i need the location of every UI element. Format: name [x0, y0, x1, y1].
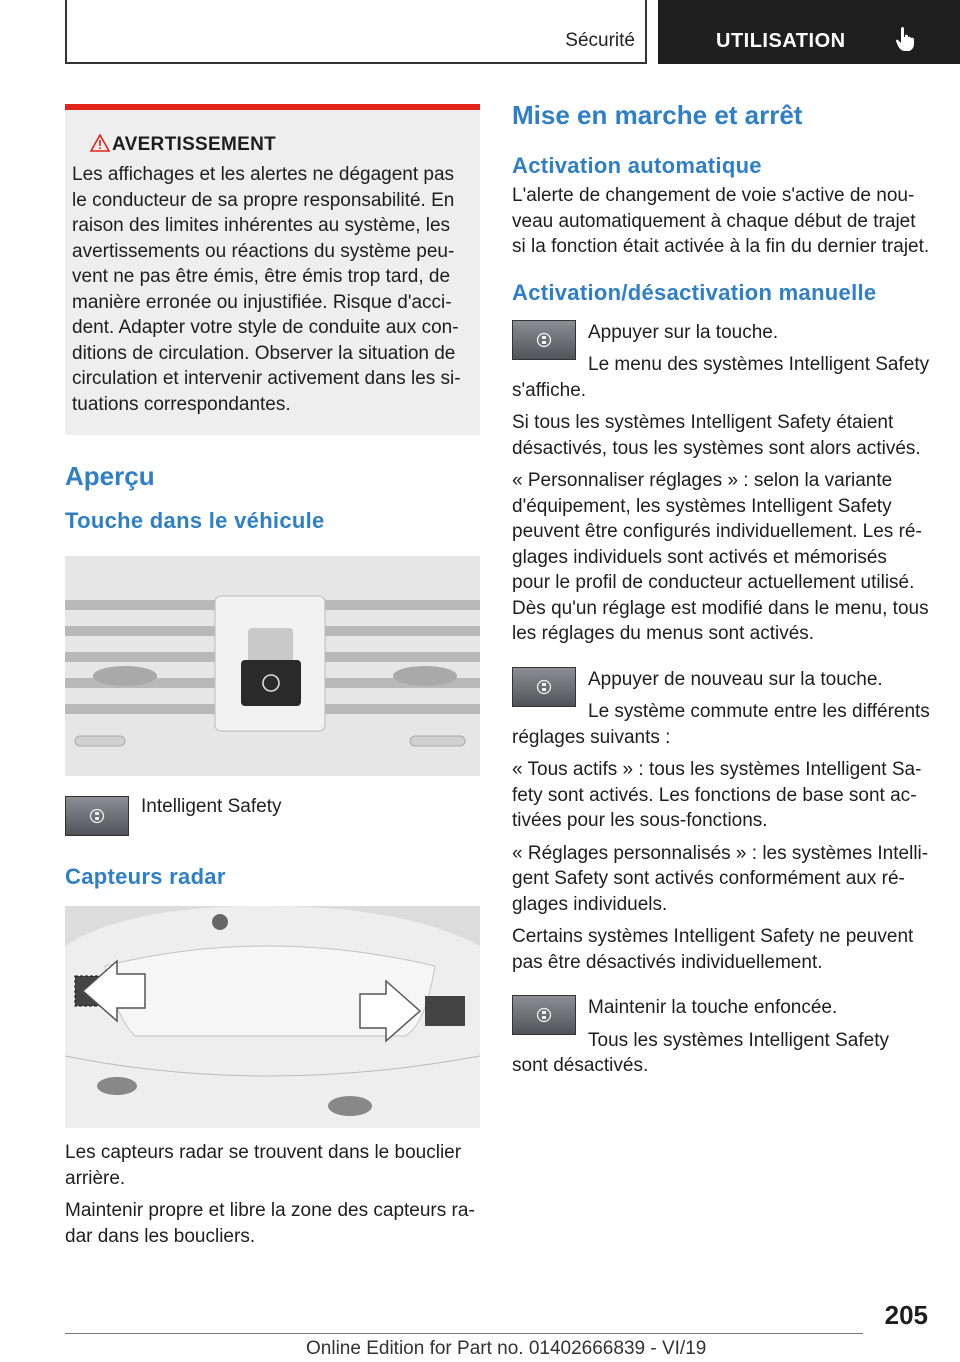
left-column [65, 104, 480, 1256]
warning-title-row [72, 134, 470, 156]
intelligent-safety-icon [89, 808, 105, 824]
step-1 [512, 320, 930, 404]
step-1-line-1: Appuyer sur la touche. [588, 321, 779, 343]
paragraph-2: Si tous les systèmes Intelligent Safety étaient désactivés, tous les systèmes sont alors activés. [512, 412, 921, 459]
radar-paragraph-2: Maintenir propre et libre la zone des capteurs radar dans les boucliers. [65, 1200, 475, 1247]
right-column [512, 100, 930, 1086]
intelligent-safety-icon [536, 679, 552, 695]
footer-divider [65, 1333, 863, 1334]
button-legend-label: Intelligent Safety [141, 796, 282, 817]
heading-mise-en-marche: Mise en marche et arrêt [512, 100, 803, 130]
header-chapter [658, 0, 960, 64]
step-3-line-1: Maintenir la touche enfoncée. [588, 997, 838, 1018]
warning-text: Les affichages et les alertes ne dégagent pas le conducteur de sa propre responsabilité. En raison des limites inhérentes au système, les avertissements ou réactions du système peuvent ne pas être émis, être émis trop tard, de manière erronée ou injustifiée. Risque d'accident. Adapter votre style de conduite aux conditions de circulation. Observer la situation de circulation et intervenir activement dans les situations correspondantes. [72, 164, 461, 415]
radar-paragraph-1: Les capteurs radar se trouvent dans le bouclier arrière. [65, 1142, 462, 1189]
button-legend-row [65, 796, 480, 840]
heading-activation-manuelle: Activation/désactivation manuelle [512, 279, 877, 305]
car-rear-illustration [65, 906, 480, 1128]
paragraph-3: « Personnaliser réglages » : selon la variante d'équipement, les systèmes Intelligent Safety peuvent être configurés individuellement. Les réglages individuels sont activés et mémorisés pour le profil de conducteur actuellement utilisé. Dès qu'un réglage est modifié dans le menu, tous les réglages du menus sont activés. [512, 470, 929, 644]
chapter-title: UTILISATION [716, 30, 846, 52]
paragraph-6: Certains systèmes Intelligent Safety ne peuvent pas être désactivés individuellement. [512, 926, 914, 973]
pointing-hand-icon [894, 26, 916, 52]
dashboard-vent-illustration [65, 556, 480, 776]
step-3-line-2: Tous les systèmes Intelligent Safety sont désactivés. [512, 1029, 889, 1076]
header-section: Sécurité [565, 30, 635, 51]
step-3 [512, 995, 930, 1079]
intelligent-safety-button-step-2[interactable] [512, 667, 576, 707]
warning-box [65, 104, 480, 435]
heading-capteurs: Capteurs radar [65, 864, 226, 889]
heading-touche: Touche dans le véhicule [65, 508, 325, 533]
warning-title: AVERTISSEMENT [112, 134, 277, 155]
intelligent-safety-button-step-3[interactable] [512, 995, 576, 1035]
paragraph-5: « Réglages personnalisés » : les systèmes Intelligent Safety sont activés conformément aux réglages individuels. [512, 842, 929, 915]
heading-apercu: Aperçu [65, 461, 155, 491]
page-number: 205 [884, 1300, 928, 1330]
auto-paragraph: L'alerte de changement de voie s'active de nouveau automatiquement à chaque début de trajet si la fonction était activée à la fin du dernier trajet. [512, 185, 930, 257]
step-2 [512, 667, 930, 751]
vehicle-button-photo [65, 556, 480, 776]
step-2-line-1: Appuyer de nouveau sur la touche. [588, 668, 883, 690]
step-2-line-2: Le système commute entre les différents réglages suivants : [512, 701, 930, 748]
warning-triangle-icon [90, 134, 110, 152]
step-1-line-2: Le menu des systèmes Intelligent Safety s'affiche. [512, 354, 930, 401]
intelligent-safety-button-step-1[interactable] [512, 320, 576, 360]
paragraph-4: « Tous actifs » : tous les systèmes Intelligent Safety sont activés. Les fonctions de base sont activées pour les sous-fonctions. [512, 759, 922, 831]
intelligent-safety-icon [536, 1007, 552, 1023]
intelligent-safety-button[interactable] [65, 796, 129, 836]
header-box [65, 0, 647, 64]
intelligent-safety-icon [536, 332, 552, 348]
radar-sensor-photo [65, 906, 480, 1128]
heading-activation-auto: Activation automatique [512, 153, 762, 178]
edition-text: Online Edition for Part no. 01402666839 - VI/19 [306, 1338, 707, 1359]
